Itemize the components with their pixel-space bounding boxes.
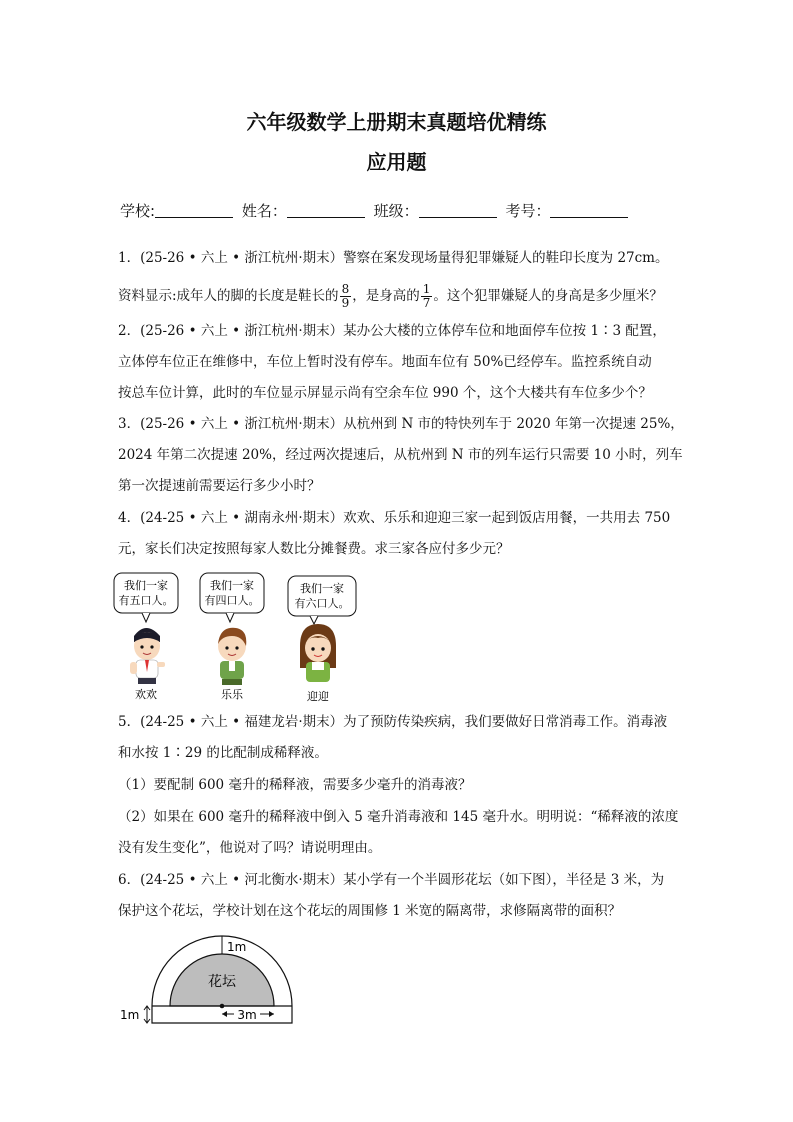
name-label: 姓名： [241,202,287,220]
q5-line3: （1）要配制 600 毫升的稀释液，需要多少毫升的消毒液？ [118,777,472,793]
q5-line4: （2）如果在 600 毫升的稀释液中倒入 5 毫升消毒液和 145 毫升水。明明说：“稀释液的浓度 [118,809,679,825]
frac2-denominator: 7 [422,296,431,310]
name-blank[interactable] [287,203,365,218]
speech-bubble-huanhuan [114,573,178,622]
name-huanhuan: 欢欢 [135,688,157,701]
q3-line3: 第一次提速前需要运行多少小时？ [118,478,321,494]
q2-line3: 按总车位计算，此时的车位显示屏显示尚有空余车位 990 个，这个大楼共有车位多少个？ [118,385,652,401]
q1-line2 [118,283,678,310]
page-subtitle: 应用题 [366,150,427,174]
q5-line1: 5．(24-25 • 六上 • 福建龙岩·期末）为了预防传染疾病，我们要做好日常消毒工作。消毒液 [118,714,668,730]
boy-huanhuan-figure [130,628,165,684]
q1-text-a: 资料显示:成年人的脚的长度是鞋长的 [118,288,339,304]
q3-line1: 3．(25-26 • 六上 • 浙江杭州·期末）从杭州到 N 市的特快列车于 2020 年第一次提速 25%， [118,416,684,432]
semicircle-garden-diagram [118,930,298,1030]
boy-lele-figure [218,628,246,685]
class-blank[interactable] [419,203,497,218]
q2-line1: 2．(25-26 • 六上 • 浙江杭州·期末）某办公大楼的立体停车位和地面停车位按 1∶3 配置， [118,323,666,339]
svg-text:我们一家: 我们一家 [124,579,168,592]
name-yingying: 迎迎 [307,690,329,702]
student-info-row [120,200,680,221]
q6-line1: 6．(24-25 • 六上 • 河北衡水·期末）某小学有一个半圆形花坛（如下图），半径是 3 米，为 [118,872,665,888]
speech-bubble-yingying [288,576,356,624]
center-point [220,1004,225,1009]
class-label: 班级： [373,202,419,220]
svg-text:有六口人。: 有六口人。 [294,597,350,610]
svg-text:我们一家: 我们一家 [210,579,254,592]
page-title: 六年级数学上册期末真题培优精练 [246,110,547,134]
frac1-denominator: 9 [341,296,350,310]
q4-line2: 元，家长们决定按照每家人数比分摊餐费。求三家各应付多少元？ [118,541,510,557]
q1-text-b: ，是身高的 [352,288,420,304]
girl-yingying-figure [300,624,336,682]
q4-line1: 4．(24-25 • 六上 • 湖南永州·期末）欢欢、乐乐和迎迎三家一起到饭店用餐，一共用去 750 [118,510,671,526]
school-label: 学校: [120,202,156,220]
q2-line2: 立体停车位正在维修中，车位上暂时没有停车。地面车位有 50%已经停车。监控系统自动 [118,354,652,370]
svg-text:有四口人。: 有四口人。 [204,594,260,607]
name-lele: 乐乐 [221,688,243,701]
frac2-numerator: 1 [422,282,431,296]
fraction-1-7 [421,283,433,310]
q1-text-c: 。这个犯罪嫌疑人的身高是多少厘米？ [433,288,663,304]
top-width-label: 1m [227,940,247,954]
exam-number-blank[interactable] [550,203,628,218]
svg-text:有五口人。: 有五口人。 [118,594,174,607]
fraction-8-9 [340,283,352,310]
school-blank[interactable] [155,203,233,218]
radius-label: 3m [237,1008,257,1022]
q1-line1: 1．(25-26 • 六上 • 浙江杭州·期末）警察在案发现场量得犯罪嫌疑人的鞋印长度为 27cm。 [118,250,669,266]
q3-line2: 2024 年第二次提速 20%，经过两次提速后，从杭州到 N 市的列车运行只需要 10 小时，列车 [118,447,683,463]
q6-line2: 保护这个花坛，学校计划在这个花坛的周围修 1 米宽的隔离带，求修隔离带的面积？ [118,903,622,919]
garden-label: 花坛 [208,974,236,990]
q5-line2: 和水按 1∶29 的比配制成稀释液。 [118,745,328,761]
side-width-label: 1m [120,1008,140,1022]
svg-text:我们一家: 我们一家 [300,582,344,595]
exam-number-label: 考号： [505,202,551,220]
family-illustration [112,568,372,702]
q5-line5: 没有发生变化”，他说对了吗？请说明理由。 [118,840,382,856]
frac1-numerator: 8 [341,282,350,296]
speech-bubble-lele [200,573,264,622]
